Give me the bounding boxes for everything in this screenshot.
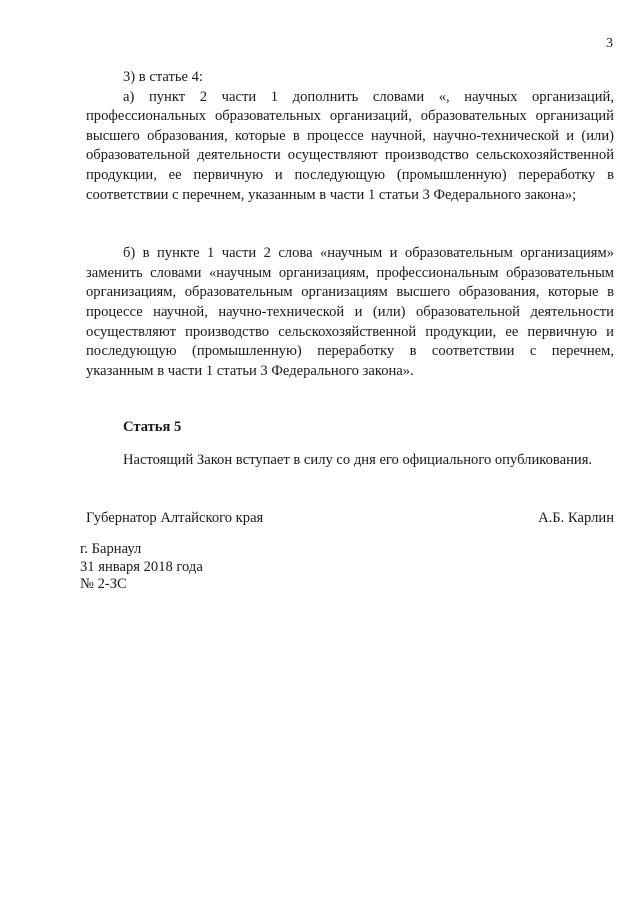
page-number: 3 xyxy=(606,36,613,51)
signature-row xyxy=(86,508,614,528)
law-number: № 2-ЗС xyxy=(80,576,127,593)
article-text: Настоящий Закон вступает в силу со дня его официального опубликования. xyxy=(123,451,593,468)
city-line: г. Барнаул xyxy=(80,541,142,557)
article-title: Статья 5 xyxy=(123,419,182,436)
spacer xyxy=(86,381,614,418)
item-a-paragraph: а) пункт 2 части 1 дополнить словами «, научных организаций, профессиональных образовательных организаций, образовательных организаций высшего образования, которые в процессе научной, научно-технической и (или) образовательной деятельности осуществляют производство сельскохозяйственной продукции, ее первичную и последующую (промышленную) переработку в соответствии с перечнем, указанным в части 1 статьи 3 Федерального закона»; xyxy=(86,88,614,203)
document-body xyxy=(86,68,614,471)
item-b-paragraph: б) в пункте 1 части 2 слова «научным и образовательным организациям» заменить словами «научным организациям, профессиональным образовательным организациям, образовательным организациям высшего образования, которые в процессе научной, научно-технической и (или) образовательной деятельности осуществляют производство сельскохозяйственной продукции, ее первичную и последующую (промышленную) переработку в соответствии с перечнем, указанным в части 1 статьи 3 Федерального закона». xyxy=(86,245,614,379)
spacer xyxy=(86,438,614,451)
section-heading: 3) в статье 4: xyxy=(123,69,203,85)
spacer xyxy=(86,205,614,244)
date-line: 31 января 2018 года xyxy=(80,558,203,575)
signatory-position: Губернатор Алтайского края xyxy=(86,510,264,526)
signatory-name: А.Б. Карлин xyxy=(538,510,614,526)
place-date-block xyxy=(80,541,203,594)
